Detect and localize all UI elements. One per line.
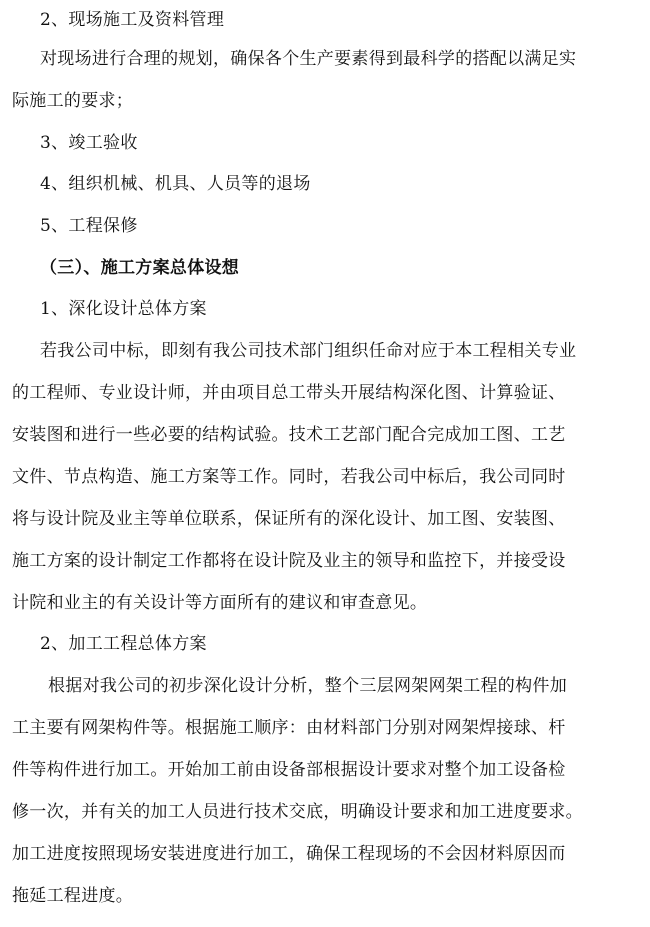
- paragraph-line: 施工方案的设计制定工作都将在设计院及业主的领导和监控下，并接受设: [12, 551, 566, 571]
- section-heading-processing: 2、加工工程总体方案: [40, 634, 207, 654]
- section-heading-deepening-design: 1、深化设计总体方案: [40, 299, 207, 319]
- paragraph-line: 根据对我公司的初步深化设计分析，整个三层网架网架工程的构件加: [48, 676, 567, 696]
- paragraph-line: 的工程师、专业设计师，并由项目总工带头开展结构深化图、计算验证、: [12, 383, 566, 403]
- paragraph-line: 拖延工程进度。: [12, 886, 134, 906]
- paragraph-line: 安装图和进行一些必要的结构试验。技术工艺部门配合完成加工图、工艺: [12, 425, 566, 445]
- paragraph-line: 计院和业主的有关设计等方面所有的建议和审查意见。: [12, 593, 428, 613]
- paragraph-line: 修一次，并有关的加工人员进行技术交底，明确设计要求和加工进度要求。: [12, 802, 583, 822]
- paragraph-line: 件等构件进行加工。开始加工前由设备部根据设计要求对整个加工设备检: [12, 760, 566, 780]
- paragraph-line: 若我公司中标，即刻有我公司技术部门组织任命对应于本工程相关专业: [40, 341, 577, 361]
- section-heading-warranty: 5、工程保修: [40, 216, 138, 236]
- section-heading-withdrawal: 4、组织机械、机具、人员等的退场: [40, 174, 311, 194]
- chapter-heading: （三）、施工方案总体设想: [40, 258, 240, 278]
- paragraph-line: 加工进度按照现场安装进度进行加工，确保工程现场的不会因材料原因而: [12, 844, 566, 864]
- paragraph-line: 对现场进行合理的规划，确保各个生产要素得到最科学的搭配以满足实: [40, 49, 577, 69]
- section-heading-site-management: 2、现场施工及资料管理: [40, 10, 225, 30]
- paragraph-line: 将与设计院及业主等单位联系，保证所有的深化设计、加工图、安装图、: [12, 509, 566, 529]
- paragraph-line: 工主要有网架构件等。根据施工顺序：由材料部门分别对网架焊接球、杆: [12, 718, 566, 738]
- paragraph-line: 际施工的要求；: [12, 91, 134, 111]
- section-heading-acceptance: 3、竣工验收: [40, 133, 138, 153]
- paragraph-line: 文件、节点构造、施工方案等工作。同时，若我公司中标后，我公司同时: [12, 467, 566, 487]
